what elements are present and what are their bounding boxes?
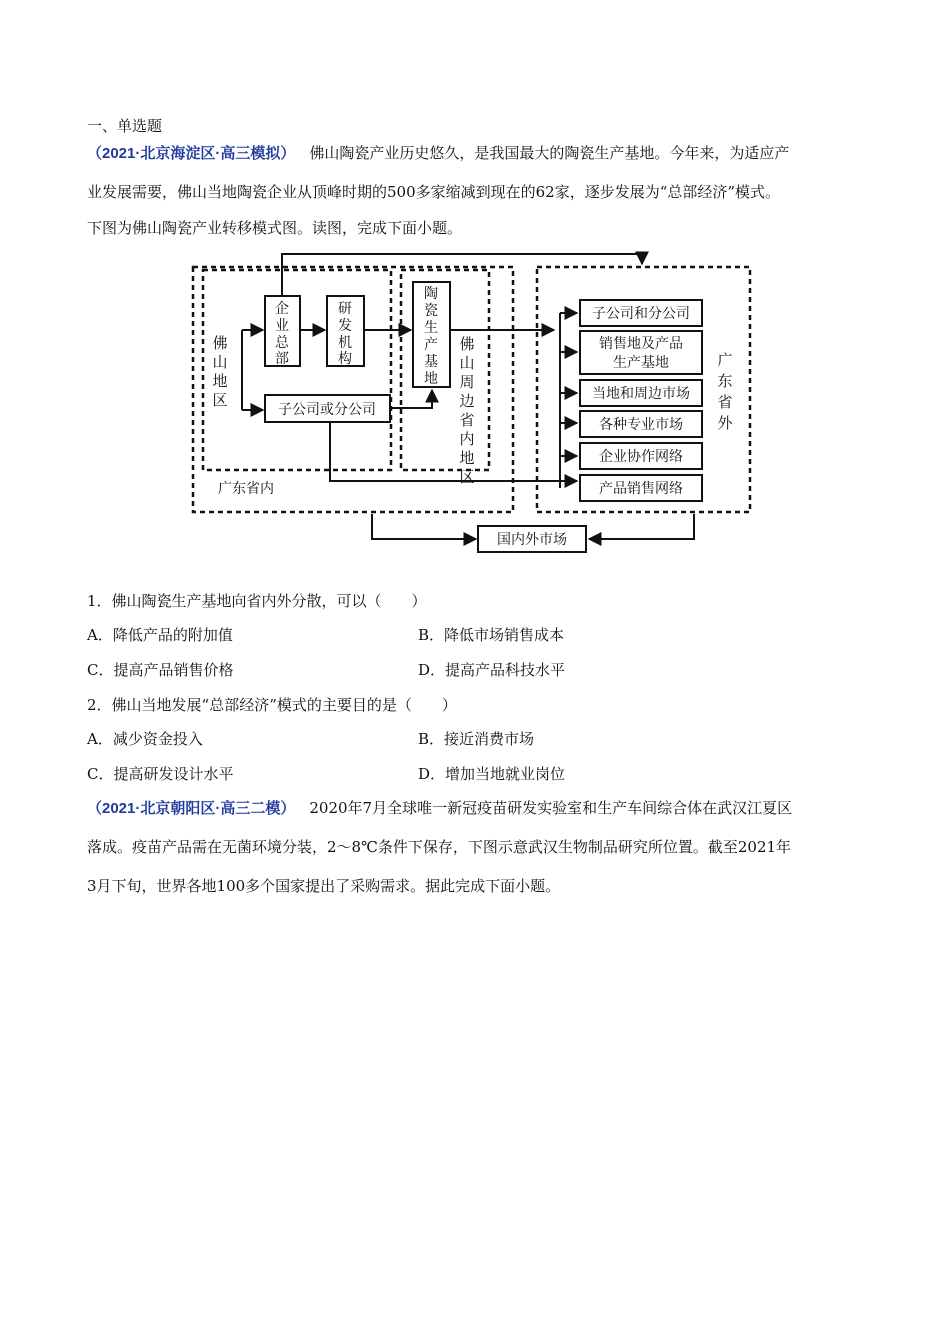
base-char-3: 产 [424,337,438,353]
foshan-char-2: 地 [212,372,228,390]
q1-option-a[interactable]: A．降低产品的附加值 [87,626,233,644]
hq-char-2: 总 [275,335,289,351]
rnd-char-2: 机 [338,335,352,351]
passage1-line3: 下图为佛山陶瓷产业转移模式图。读图，完成下面小题。 [87,219,463,237]
q2-option-a[interactable]: A．减少资金投入 [87,730,203,748]
out-label-sales-base-2: 生产基地 [613,355,669,371]
q2-option-c[interactable]: C．提高研发设计水平 [87,765,234,783]
q1-stem: 1．佛山陶瓷生产基地向省内外分散，可以（ ） [87,592,427,610]
out-label-special-market: 各种专业市场 [599,417,683,433]
subsidiary-in-label: 子公司或分公司 [278,402,376,418]
market-label: 国内外市场 [497,532,567,548]
surrounding-char-7: 区 [459,468,475,486]
q2-option-d[interactable]: D．增加当地就业岗位 [418,765,566,783]
rnd-char-3: 构 [338,351,352,367]
q1-option-b[interactable]: B．降低市场销售成本 [418,626,565,644]
base-char-1: 瓷 [424,303,438,319]
out-char-3: 外 [717,414,733,432]
q2-option-b[interactable]: B．接近消费市场 [418,730,535,748]
surrounding-char-1: 山 [459,354,475,372]
surrounding-char-6: 地 [459,449,475,467]
hq-char-0: 企 [275,301,289,317]
out-label-local-market: 当地和周边市场 [592,386,690,402]
hq-char-1: 业 [275,318,289,334]
base-char-2: 生 [424,320,438,336]
passage2-source: （2021·北京朝阳区·高三二模） [87,800,296,817]
out-label-sales-network: 产品销售网络 [599,481,683,497]
out-char-2: 省 [717,393,733,411]
passage1-line1 [87,143,789,164]
out-char-0: 广 [717,351,733,369]
q1-option-c[interactable]: C．提高产品销售价格 [87,661,234,679]
passage1-text1: 佛山陶瓷产业历史悠久，是我国最大的陶瓷生产基地。今年来，为适应产 [309,144,790,162]
out-label-subsidiary: 子公司和分公司 [592,306,690,322]
passage1-line2: 业发展需要，佛山当地陶瓷企业从顶峰时期的500多家缩减到现在的62家，逐步发展为“总部经济”模式。 [87,183,781,201]
surrounding-char-3: 边 [459,392,475,410]
q2-stem: 2．佛山当地发展“总部经济”模式的主要目的是（ ） [87,696,457,714]
passage2-text1: 2020年7月全球唯一新冠疫苗研发实验室和生产车间综合体在武汉江夏区 [309,799,793,817]
surrounding-char-5: 内 [459,430,475,448]
passage2-line1 [87,798,792,819]
base-char-5: 地 [424,371,438,387]
surrounding-char-0: 佛 [459,335,475,353]
hq-char-3: 部 [275,351,289,367]
foshan-char-1: 山 [212,353,228,371]
base-char-4: 基 [424,354,438,370]
section-title: 一、单选题 [87,117,163,135]
foshan-char-3: 区 [212,391,228,409]
guangdong-in-label: 广东省内 [218,481,274,497]
passage2-line2: 落成。疫苗产品需在无菌环境分装，2～8℃条件下保存，下图示意武汉生物制品研究所位置。截至2021年 [87,838,792,856]
foshan-char-0: 佛 [212,334,228,352]
out-label-sales-base-1: 销售地及产品 [599,336,683,352]
passage1-source: （2021·北京海淀区·高三模拟） [87,145,296,162]
surrounding-char-4: 省 [459,411,475,429]
industry-transfer-diagram [0,240,950,560]
base-char-0: 陶 [424,286,438,302]
q1-option-d[interactable]: D．提高产品科技水平 [418,661,566,679]
out-char-1: 东 [717,372,733,390]
passage2-line3: 3月下旬，世界各地100多个国家提出了采购需求。据此完成下面小题。 [87,877,561,895]
surrounding-char-2: 周 [459,373,475,391]
rnd-char-1: 发 [338,318,352,334]
rnd-char-0: 研 [338,301,352,317]
out-label-cooperation: 企业协作网络 [599,449,683,465]
